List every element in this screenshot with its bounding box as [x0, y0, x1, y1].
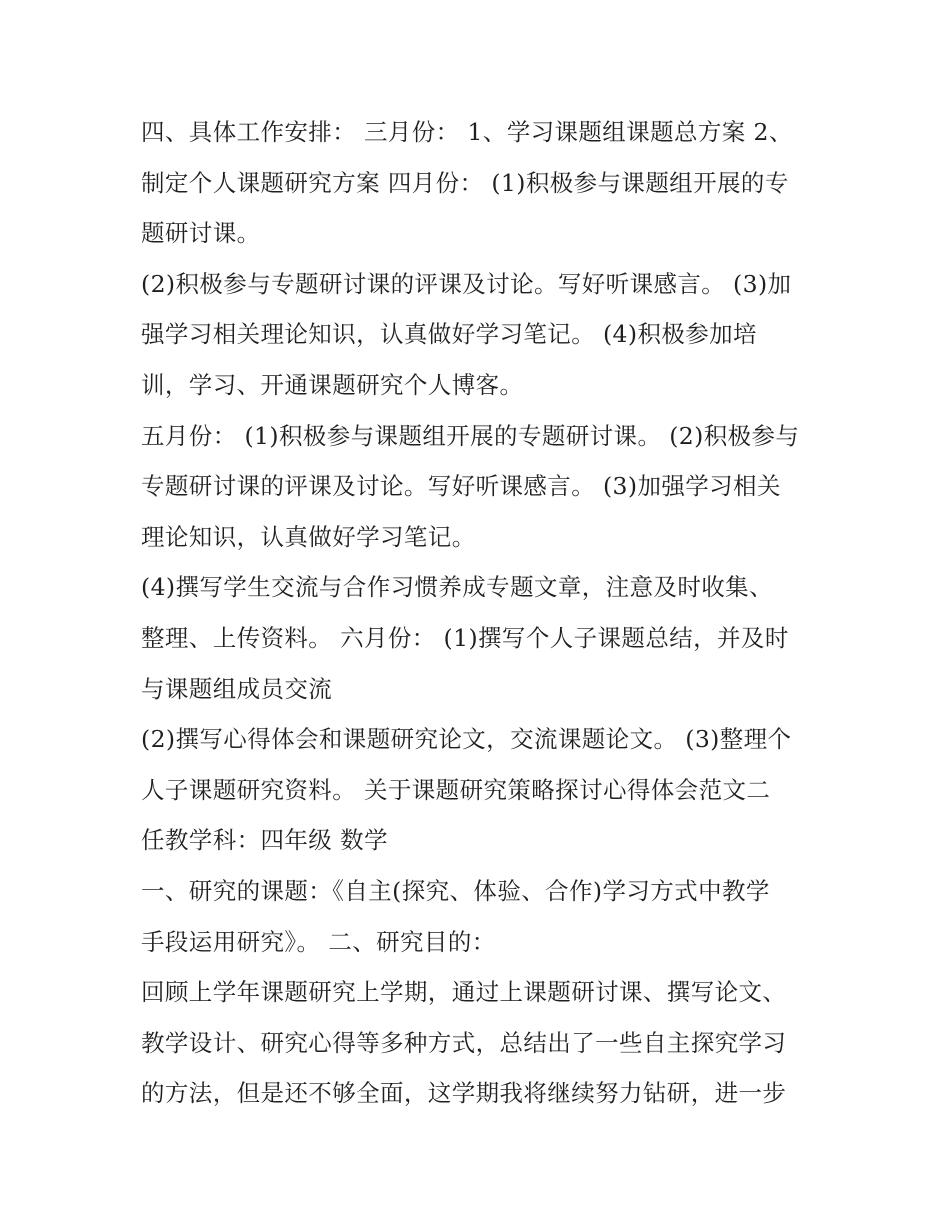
- text-line: (4)撰写学生交流与合作习惯养成专题文章，注意及时收集、: [141, 573, 773, 602]
- text-line: 训，学习、开通课题研究个人博客。: [141, 370, 524, 399]
- text-line: 手段运用研究》。 二、研究目的：: [141, 927, 496, 956]
- text-line: 回顾上学年课题研究上学期，通过上课题研讨课、撰写论文、: [141, 978, 787, 1007]
- text-line: 理论知识，认真做好学习笔记。: [141, 522, 476, 551]
- text-line: 一、研究的课题：《自主(探究、体验、合作)学习方式中教学: [141, 876, 770, 905]
- text-line: 任教学科：四年级 数学: [141, 826, 388, 855]
- text-line: 人子课题研究资料。 关于课题研究策略探讨心得体会范文二: [141, 775, 771, 804]
- text-line: 四、具体工作安排： 三月份： 1、学习课题组课题总方案 2、: [141, 118, 793, 146]
- text-line: 题研讨课。: [141, 219, 261, 248]
- text-line: 制定个人课题研究方案 四月份： (1)积极参与课题组开展的专: [141, 168, 789, 197]
- text-line: 教学设计、研究心得等多种方式，总结出了一些自主探究学习: [141, 1028, 787, 1057]
- document-body: [141, 107, 821, 1119]
- text-line: 五月份： (1)积极参与课题组开展的专题研讨课。 (2)积极参与: [141, 421, 800, 450]
- text-line: (2)积极参与专题研讨课的评课及讨论。写好听课感言。 (3)加: [141, 269, 792, 298]
- text-line: 的方法，但是还不够全面，这学期我将继续努力钻研，进一步: [141, 1079, 787, 1108]
- text-line: 强学习相关理论知识，认真做好学习笔记。 (4)积极参加培: [141, 320, 757, 349]
- text-line: (2)撰写心得体会和课题研究论文，交流课题论文。 (3)整理个: [141, 725, 792, 754]
- text-line: 与课题组成员交流: [141, 674, 333, 703]
- text-line: 整理、上传资料。 六月份： (1)撰写个人子课题总结，并及时: [141, 623, 789, 652]
- text-line: 专题研讨课的评课及讨论。写好听课感言。 (3)加强学习相关: [141, 472, 781, 501]
